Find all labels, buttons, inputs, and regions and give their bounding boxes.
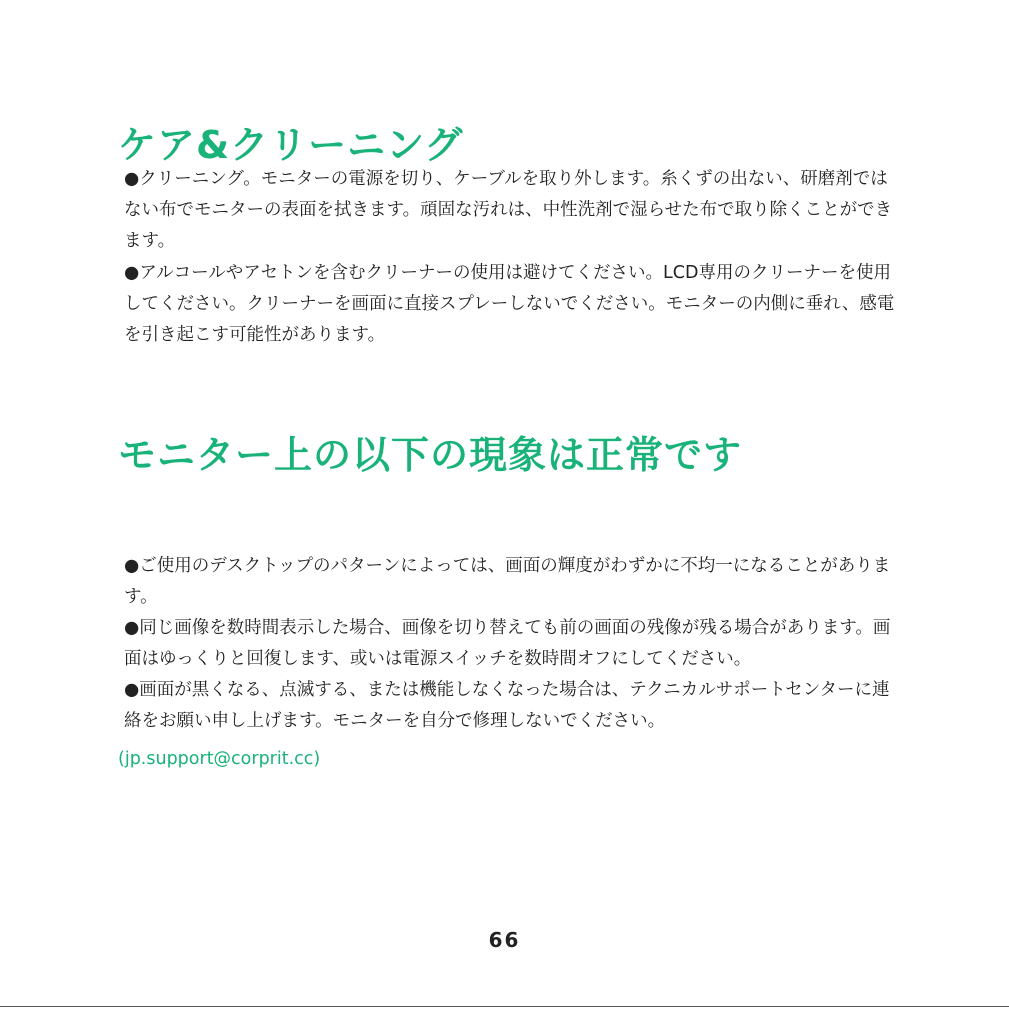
normal-phenomena-heading: モニター上の以下の現象は正常です [118,433,743,477]
page-number: 66 [488,928,521,952]
care-cleaning-heading: ケア&クリーニング [118,123,464,167]
uneven-brightness-paragraph: ●ご使用のデスクトップのパターンによっては、画面の輝度がわずかに不均一になることがあります。 [124,556,891,607]
support-email-link[interactable]: (jp.support@corprit.cc) [118,749,321,769]
cleaner-warning-paragraph: ●アルコールやアセトンを含むクリーナーの使用は避けてください。LCD専用のクリーナーを使用してください。クリーナーを画面に直接スプレーしないでください。モニターの内側に垂れ、感電を引き起こす可能性があります。 [124,263,895,345]
page-bottom-divider [0,1006,1009,1007]
support-contact-paragraph: ●画面が黒くなる、点滅する、または機能しなくなった場合は、テクニカルサポートセンターに連絡をお願い申し上げます。モニターを自分で修理しないでください。 [124,680,890,731]
cleaning-instructions-paragraph: ●クリーニング。モニターの電源を切り、ケーブルを取り外します。糸くずの出ない、研磨剤ではない布でモニターの表面を拭きます。頑固な汚れは、中性洗剤で湿らせた布で取り除くことができます。 [124,169,893,251]
image-retention-paragraph: ●同じ画像を数時間表示した場合、画像を切り替えても前の画面の残像が残る場合があります。画面はゆっくりと回復します、或いは電源スイッチを数時間オフにしてください。 [124,618,891,669]
